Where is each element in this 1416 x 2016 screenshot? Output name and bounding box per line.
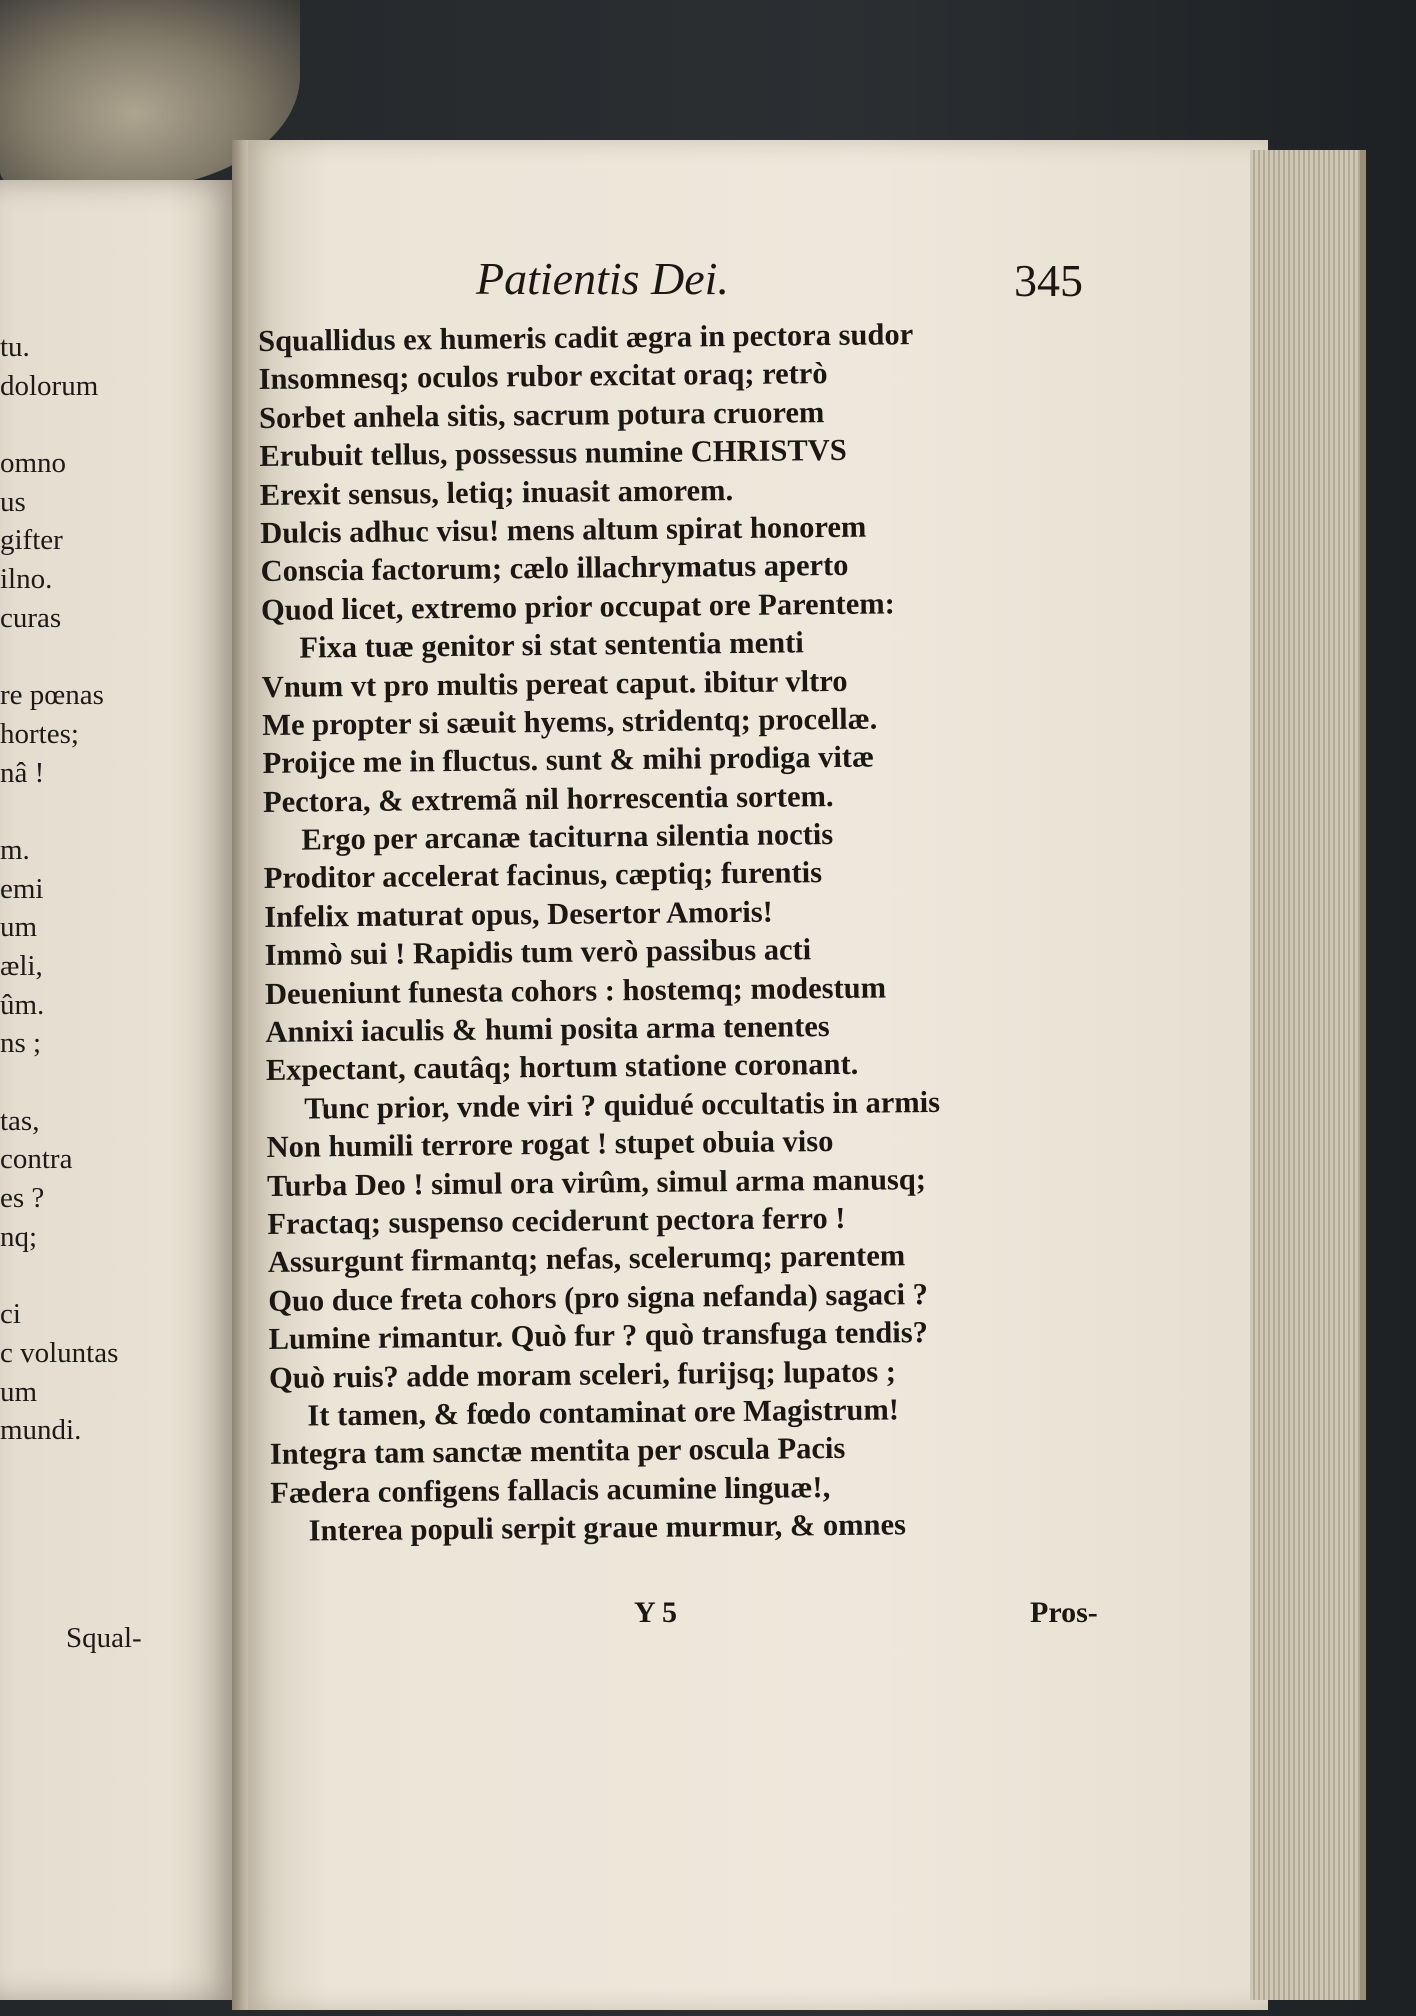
running-head: Patientis Dei. xyxy=(476,253,729,304)
verse-line: Dulcis adhuc visu! mens altum spirat honorem xyxy=(260,509,867,550)
poem-text xyxy=(258,313,1151,1551)
verse-line: Insomnesq; oculos rubor excitat oraq; retrò xyxy=(258,356,828,397)
verse-line: Me propter si sæuit hyems, stridentq; procellæ. xyxy=(262,701,878,742)
verse-line: Ergo per arcanæ taciturna silentia noctis xyxy=(301,817,834,857)
left-page-line: emi xyxy=(0,872,44,905)
left-page-line xyxy=(0,1450,230,1489)
verse-line: Non humili terrore rogat ! stupet obuia viso xyxy=(266,1124,834,1165)
left-page-line: contra xyxy=(0,1143,73,1176)
left-page-line xyxy=(0,405,230,444)
left-page-line: um xyxy=(0,1375,38,1408)
left-page-line: æli, xyxy=(0,950,43,982)
verse-line: Integra tam sanctæ mentita per oscula Pacis xyxy=(269,1431,846,1472)
verse-line: Pectora, & extremã nil horrescentia sortem. xyxy=(262,778,834,819)
verse-line: Conscia factorum; cælo illachrymatus aperto xyxy=(260,548,849,589)
verse-line: Erexit sensus, letiq; inuasit amorem. xyxy=(259,472,734,512)
left-page-line xyxy=(0,792,230,831)
left-page-line xyxy=(0,1489,230,1528)
left-page-line: us xyxy=(0,485,26,518)
verse-line: Quò ruis? adde moram sceleri, furijsq; lupatos ; xyxy=(268,1353,897,1395)
verse-line: Interea populi serpit graue murmur, & omnes xyxy=(308,1507,907,1548)
left-page-line: ci xyxy=(0,1298,21,1331)
verse-line: Sorbet anhela sitis, sacrum potura cruorem xyxy=(258,394,825,435)
verse-line: Deueniunt funesta cohors : hostemq; modestum xyxy=(264,970,887,1011)
left-page-line: tu. xyxy=(0,331,30,363)
left-page-line: nq; xyxy=(0,1220,38,1253)
signature-mark: Y 5 xyxy=(634,1596,678,1629)
page-number: 345 xyxy=(1014,255,1083,306)
verse-line: Erubuit tellus, possessus numine CHRISTVS xyxy=(259,433,847,474)
left-page-line: gifter xyxy=(0,524,63,557)
verse-line: Annixi iaculis & humi posita arma tenentes xyxy=(265,1009,830,1049)
left-page-line xyxy=(0,1063,230,1102)
left-page-line: um xyxy=(0,911,38,944)
left-page-line: c voluntas xyxy=(0,1336,119,1369)
verse-line: Expectant, cautâq; hortum statione coronant. xyxy=(265,1047,859,1088)
verse-line: Fractaq; suspenso ceciderunt pectora ferro ! xyxy=(267,1200,846,1241)
verse-line: Fixa tuæ genitor si stat sententia menti xyxy=(299,625,804,665)
verse-line: Fædera configens fallacis acumine linguæ!, xyxy=(270,1469,831,1510)
verse-line: Quo duce freta cohors (pro signa nefanda) sagaci ? xyxy=(268,1276,929,1318)
verse-line: Proijce me in fluctus. sunt & mihi prodiga vitæ xyxy=(262,739,875,781)
left-page-catchword: Squal- xyxy=(66,1622,142,1654)
left-page-line: dolorum xyxy=(0,369,99,402)
verse-line: Tunc prior, vnde viri ? quidué occultatis in armis xyxy=(304,1084,941,1126)
verse-line: Lumine rimantur. Quò fur ? quò transfuga tendis? xyxy=(268,1315,929,1357)
verse-line: Immò sui ! Rapidis tum verò passibus acti xyxy=(264,932,812,973)
left-page-line: ûm. xyxy=(0,988,45,1021)
left-page-line: tas, xyxy=(0,1104,40,1137)
verse-line: Infelix maturat opus, Desertor Amoris! xyxy=(264,894,773,934)
left-page-line: nâ ! xyxy=(0,756,45,789)
left-page-line: hortes; xyxy=(0,717,79,750)
left-page-line: re pœnas xyxy=(0,679,104,712)
left-page-line xyxy=(0,1257,230,1296)
left-page-line: ns ; xyxy=(0,1027,42,1060)
left-page-line: m. xyxy=(0,833,30,866)
verse-line: Turba Deo ! simul ora virûm, simul arma manusq; xyxy=(266,1161,927,1203)
verse-line: Quod licet, extremo prior occupat ore Parentem: xyxy=(260,586,896,627)
left-page-line: mundi. xyxy=(0,1414,82,1447)
page-edges xyxy=(1250,150,1366,2000)
verse-line: Squallidus ex humeris cadit ægra in pectora sudor xyxy=(258,317,914,358)
left-page-line: curas xyxy=(0,601,62,634)
verse-line: Vnum vt pro multis pereat caput. ibitur vltro xyxy=(261,663,848,704)
verse-line: It tamen, & fœdo contaminat ore Magistrum! xyxy=(307,1392,900,1433)
left-page-line: ilno. xyxy=(0,563,53,596)
left-page-line xyxy=(0,638,230,677)
verse-line: Assurgunt firmantq; nefas, scelerumq; parentem xyxy=(267,1238,906,1280)
catchword: Pros- xyxy=(1030,1596,1098,1629)
left-page-text xyxy=(0,328,230,1527)
verse-line: Proditor accelerat facinus, cæptiq; furentis xyxy=(263,855,823,896)
left-page-line: omno xyxy=(0,447,67,480)
left-page-line: es ? xyxy=(0,1182,45,1215)
